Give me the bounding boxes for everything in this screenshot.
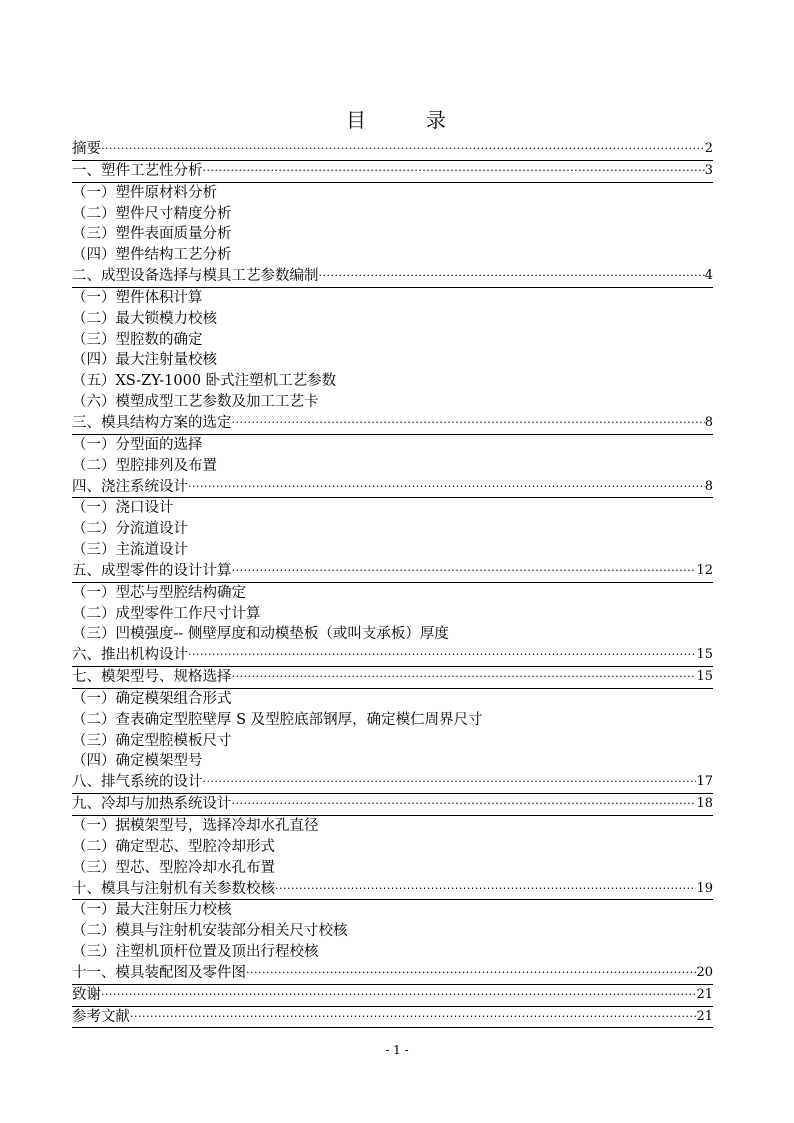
toc-entry-label: （一）浇口设计 (72, 500, 174, 517)
toc-entry-label: （一）分型面的选择 (72, 436, 203, 453)
toc-entry-label: （三）主流道设计 (72, 542, 188, 559)
toc-subentry[interactable] (72, 751, 713, 772)
toc-entry-label: （四）确定模架型号 (72, 753, 203, 770)
toc-entry-label: （二）分流道设计 (72, 521, 188, 538)
toc-entry-label: （三）塑件表面质量分析 (72, 226, 232, 243)
dot-leader (130, 1007, 696, 1028)
dot-leader (203, 161, 705, 182)
toc-entry-label: 五、成型零件的设计计算 (72, 562, 232, 579)
toc-page-number: 15 (696, 669, 713, 685)
toc-entry-label: 参考文献 (72, 1008, 130, 1025)
toc-entry-label: （一）最大注射压力校核 (72, 902, 232, 919)
toc-entry-label: （三）凹模强度-- 侧壁厚度和动模垫板（或叫支承板）厚度 (72, 626, 449, 643)
toc-entry-label: 致谢 (72, 986, 101, 1003)
toc-subentry[interactable] (72, 204, 713, 225)
toc-entry[interactable] (72, 985, 713, 1007)
toc-entry-label: 九、冷却与加热系统设计 (72, 796, 232, 813)
dot-leader (203, 772, 697, 793)
toc-subentry[interactable] (72, 731, 713, 752)
toc-subentry[interactable] (72, 689, 713, 710)
toc-entry-label: （二）成型零件工作尺寸计算 (72, 605, 261, 622)
toc-subentry[interactable] (72, 456, 713, 477)
toc-subentry[interactable] (72, 435, 713, 456)
title-left: 目 (346, 108, 368, 132)
dot-leader (232, 794, 697, 815)
title-right: 录 (426, 108, 448, 132)
toc-subentry[interactable] (72, 498, 713, 519)
toc-subentry[interactable] (72, 604, 713, 625)
toc-entry[interactable] (72, 139, 713, 161)
toc-subentry[interactable] (72, 816, 713, 837)
toc-entry[interactable] (72, 413, 713, 435)
toc-subentry[interactable] (72, 288, 713, 309)
dot-leader (275, 879, 696, 900)
dot-leader (232, 413, 705, 434)
toc-subentry[interactable] (72, 942, 713, 963)
toc-entry-label: 二、成型设备选择与模具工艺参数编制 (72, 268, 319, 285)
toc-entry-label: （三）注塑机顶杆位置及顶出行程校核 (72, 944, 319, 961)
toc-subentry[interactable] (72, 350, 713, 371)
toc-subentry[interactable] (72, 900, 713, 921)
toc-subentry[interactable] (72, 330, 713, 351)
toc-entry-label: （一）塑件原材料分析 (72, 184, 217, 201)
toc-subentry[interactable] (72, 371, 713, 392)
dot-leader (232, 667, 697, 688)
toc-entry[interactable] (72, 879, 713, 901)
toc-entry-label: 一、塑件工艺性分析 (72, 162, 203, 179)
toc-entry[interactable] (72, 794, 713, 816)
toc-subentry[interactable] (72, 309, 713, 330)
toc-entry-label: 摘要 (72, 141, 101, 157)
toc-page-number: 17 (696, 774, 713, 790)
toc-entry-label: （二）查表确定型腔壁厚 S 及型腔底部钢厚，确定模仁周界尺寸 (72, 711, 483, 728)
dot-leader (188, 477, 705, 498)
toc-page-number: 20 (696, 964, 713, 980)
toc-entry-label: （二）最大锁模力校核 (72, 310, 217, 327)
toc-entry-label: 七、模架型号、规格选择 (72, 669, 232, 686)
toc-entry[interactable] (72, 561, 713, 583)
toc-entry-label: （一）型芯与型腔结构确定 (72, 584, 246, 601)
toc-entry[interactable] (72, 963, 713, 985)
toc-entry[interactable] (72, 667, 713, 689)
toc-page-number: 21 (696, 1008, 713, 1024)
toc-page-number: 4 (704, 268, 713, 284)
dot-leader (101, 139, 705, 160)
toc-subentry[interactable] (72, 540, 713, 561)
dot-leader (246, 963, 696, 984)
toc-subentry[interactable] (72, 921, 713, 942)
toc-subentry[interactable] (72, 837, 713, 858)
toc-entry-label: （二）型腔排列及布置 (72, 457, 217, 474)
toc-entry-label: （一）确定模架组合形式 (72, 690, 232, 707)
toc-entry-label: （三）确定型腔模板尺寸 (72, 732, 232, 749)
toc-entry-label: 八、排气系统的设计 (72, 774, 203, 791)
toc-entry-label: 三、模具结构方案的选定 (72, 414, 232, 431)
dot-leader (319, 266, 705, 287)
toc-entry-label: （六）模塑成型工艺参数及加工工艺卡 (72, 394, 319, 411)
page-title (0, 104, 794, 133)
toc-subentry[interactable] (72, 858, 713, 879)
toc-entry-label: （四）塑件结构工艺分析 (72, 247, 232, 264)
toc-subentry[interactable] (72, 245, 713, 266)
dot-leader (101, 985, 696, 1006)
toc-entry-label: （一）据模架型号，选择冷却水孔直径 (72, 818, 319, 834)
toc-entry[interactable] (72, 772, 713, 794)
toc-entry-label: （四）最大注射量校核 (72, 352, 217, 369)
toc-page-number: 12 (696, 562, 713, 578)
toc-page-number: 2 (704, 141, 713, 156)
toc-entry-label: （一）塑件体积计算 (72, 289, 203, 306)
page-number: - 1 - (385, 1043, 409, 1057)
toc-entry-label: （五）XS-ZY-1000 卧式注塑机工艺参数 (72, 373, 337, 390)
toc-subentry[interactable] (72, 583, 713, 604)
dot-leader (188, 645, 696, 666)
toc-entry-label: 十一、模具装配图及零件图 (72, 964, 246, 981)
toc-subentry[interactable] (72, 519, 713, 540)
toc-page-number: 21 (696, 986, 713, 1002)
toc-subentry[interactable] (72, 710, 713, 731)
toc-page-number: 15 (696, 647, 713, 663)
toc-entry[interactable] (72, 477, 713, 499)
toc-page-number: 19 (696, 880, 713, 896)
toc-subentry[interactable] (72, 183, 713, 204)
toc-entry[interactable] (72, 645, 713, 667)
toc-entry-label: （二）模具与注射机安装部分相关尺寸校核 (72, 923, 348, 940)
toc-entry-label: （二）塑件尺寸精度分析 (72, 205, 232, 222)
toc-entry[interactable] (72, 1007, 713, 1029)
toc-entry-label: 六、推出机构设计 (72, 647, 188, 664)
toc-entry-label: 四、浇注系统设计 (72, 478, 188, 495)
toc-subentry[interactable] (72, 624, 713, 645)
toc-entry-label: （二）确定型芯、型腔冷却形式 (72, 838, 275, 855)
dot-leader (232, 561, 697, 582)
toc-page-number: 8 (704, 414, 713, 430)
toc-entry-label: （三）型芯、型腔冷却水孔布置 (72, 859, 275, 876)
toc-entry-label: （三）型腔数的确定 (72, 331, 203, 348)
table-of-contents (72, 139, 713, 1028)
toc-page-number: 8 (704, 478, 713, 494)
toc-page-number: 18 (696, 796, 713, 812)
toc-page-number: 3 (704, 162, 713, 178)
toc-subentry[interactable] (72, 392, 713, 413)
toc-entry-label: 十、模具与注射机有关参数校核 (72, 880, 275, 897)
toc-entry[interactable] (72, 161, 713, 183)
toc-subentry[interactable] (72, 224, 713, 245)
toc-entry[interactable] (72, 266, 713, 288)
